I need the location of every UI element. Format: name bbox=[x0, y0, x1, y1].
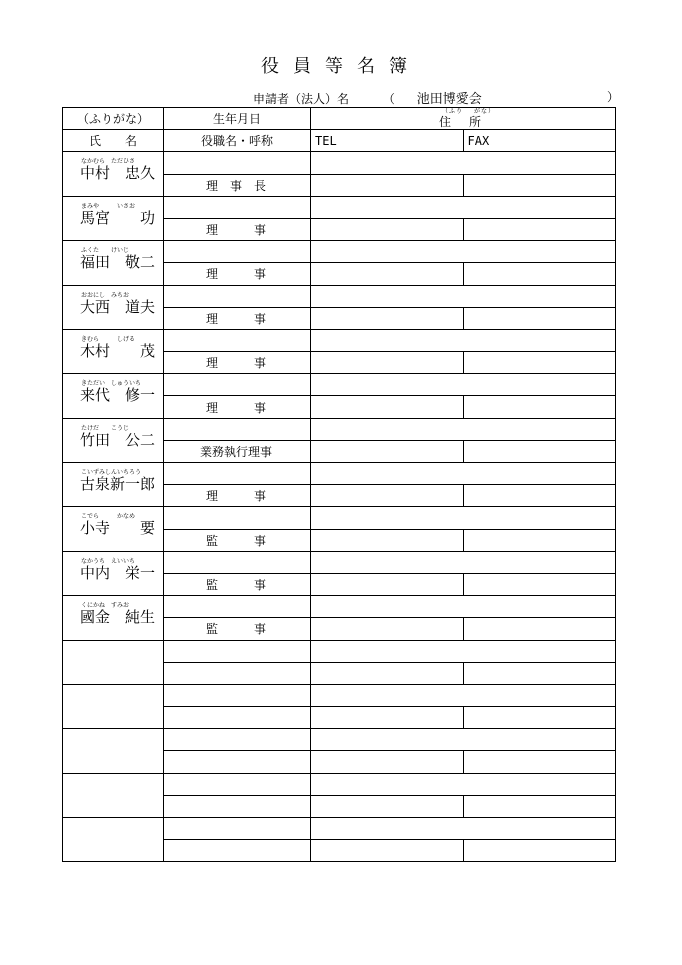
fax-cell bbox=[463, 440, 616, 462]
table-row bbox=[63, 684, 616, 706]
table-row bbox=[63, 418, 616, 440]
member-name-cell bbox=[63, 818, 164, 862]
member-position bbox=[164, 662, 311, 684]
address-cell bbox=[311, 152, 616, 174]
tel-cell bbox=[311, 529, 464, 551]
header-fax: FAX bbox=[463, 130, 616, 152]
member-name: 中内 栄一 bbox=[80, 563, 156, 582]
fax-cell bbox=[463, 174, 616, 196]
member-position: 理 事 bbox=[164, 396, 311, 418]
officer-roster-table bbox=[62, 107, 616, 862]
address-cell bbox=[311, 818, 616, 840]
fax-cell bbox=[463, 218, 616, 240]
header-address-char-2: 所 bbox=[469, 115, 482, 130]
address-cell bbox=[311, 329, 616, 351]
member-name: 中村 忠久 bbox=[80, 164, 156, 183]
fax-cell bbox=[463, 529, 616, 551]
applicant-close-paren: ） bbox=[607, 90, 620, 104]
tel-cell bbox=[311, 307, 464, 329]
tel-cell bbox=[311, 485, 464, 507]
header-position: 役職名・呼称 bbox=[164, 130, 311, 152]
fax-cell bbox=[463, 795, 616, 817]
address-cell bbox=[311, 374, 616, 396]
birth-date-cell bbox=[164, 773, 311, 795]
table-row bbox=[63, 818, 616, 840]
tel-cell bbox=[311, 440, 464, 462]
member-position bbox=[164, 840, 311, 862]
member-name-cell bbox=[63, 196, 164, 240]
birth-date-cell bbox=[164, 241, 311, 263]
member-position: 業務執行理事 bbox=[164, 440, 311, 462]
member-name-cell bbox=[63, 285, 164, 329]
member-furigana: まみや いさお bbox=[81, 202, 136, 210]
table-row bbox=[63, 329, 616, 351]
header-birth-date: 生年月日 bbox=[164, 108, 311, 130]
member-furigana: きただい しゅういち bbox=[81, 380, 142, 388]
table-row bbox=[63, 729, 616, 751]
address-cell bbox=[311, 241, 616, 263]
table-row bbox=[63, 196, 616, 218]
member-name-cell bbox=[63, 418, 164, 462]
member-name: 来代 修一 bbox=[80, 386, 156, 405]
address-cell bbox=[311, 507, 616, 529]
birth-date-cell bbox=[164, 729, 311, 751]
member-name-cell bbox=[63, 463, 164, 507]
address-cell bbox=[311, 418, 616, 440]
member-position: 理 事 bbox=[164, 263, 311, 285]
member-name-cell bbox=[63, 684, 164, 728]
member-furigana: くにかね すみお bbox=[81, 602, 130, 610]
member-name-cell bbox=[63, 152, 164, 196]
header-address-char-1: 住 bbox=[439, 115, 452, 130]
tel-cell bbox=[311, 218, 464, 240]
member-furigana: こでら かなめ bbox=[81, 513, 136, 521]
birth-date-cell bbox=[164, 152, 311, 174]
member-position: 監 事 bbox=[164, 529, 311, 551]
member-furigana: ふくた けいじ bbox=[81, 247, 130, 255]
applicant-line bbox=[253, 88, 620, 107]
table-row bbox=[63, 551, 616, 573]
member-name-cell bbox=[63, 596, 164, 640]
header-address-label bbox=[439, 116, 499, 129]
member-name-cell bbox=[63, 507, 164, 551]
page-title: 役員等名簿 bbox=[261, 56, 421, 77]
member-furigana: おおにし みちお bbox=[81, 291, 130, 299]
member-name-cell bbox=[63, 329, 164, 373]
address-cell bbox=[311, 463, 616, 485]
member-position: 理 事 bbox=[164, 352, 311, 374]
birth-date-cell bbox=[164, 551, 311, 573]
member-position: 理 事 bbox=[164, 218, 311, 240]
member-name: 國金 純生 bbox=[80, 608, 156, 627]
birth-date-cell bbox=[164, 507, 311, 529]
member-furigana: こいずみしんいちろう bbox=[81, 469, 142, 476]
header-furigana: （ふりがな） bbox=[63, 108, 164, 130]
member-position: 理 事 長 bbox=[164, 174, 311, 196]
address-cell bbox=[311, 640, 616, 662]
table-row bbox=[63, 285, 616, 307]
tel-cell bbox=[311, 618, 464, 640]
member-name-cell bbox=[63, 241, 164, 285]
fax-cell bbox=[463, 396, 616, 418]
table-row bbox=[63, 596, 616, 618]
address-cell bbox=[311, 684, 616, 706]
member-furigana: たけだ こうじ bbox=[81, 424, 130, 432]
birth-date-cell bbox=[164, 596, 311, 618]
applicant-organization: 池田博愛会 bbox=[416, 92, 482, 107]
header-address-ruby bbox=[442, 108, 506, 115]
tel-cell bbox=[311, 352, 464, 374]
fax-cell bbox=[463, 840, 616, 862]
tel-cell bbox=[311, 174, 464, 196]
tel-cell bbox=[311, 662, 464, 684]
member-position: 監 事 bbox=[164, 618, 311, 640]
member-name: 小寺 要 bbox=[80, 519, 156, 538]
table-row bbox=[63, 152, 616, 174]
fax-cell bbox=[463, 485, 616, 507]
address-cell bbox=[311, 773, 616, 795]
birth-date-cell bbox=[164, 463, 311, 485]
tel-cell bbox=[311, 840, 464, 862]
address-cell bbox=[311, 551, 616, 573]
member-furigana: なかうち えいいち bbox=[81, 557, 136, 565]
member-position bbox=[164, 751, 311, 773]
member-name-cell bbox=[63, 773, 164, 817]
member-furigana: きむら しげる bbox=[81, 335, 136, 343]
member-name: 竹田 公二 bbox=[80, 430, 156, 449]
table-row bbox=[63, 507, 616, 529]
member-name: 古泉新一郎 bbox=[80, 475, 156, 493]
birth-date-cell bbox=[164, 418, 311, 440]
fax-cell bbox=[463, 751, 616, 773]
birth-date-cell bbox=[164, 818, 311, 840]
birth-date-cell bbox=[164, 374, 311, 396]
tel-cell bbox=[311, 795, 464, 817]
table-row bbox=[63, 463, 616, 485]
header-address-ruby-1: （ふり bbox=[442, 108, 464, 116]
fax-cell bbox=[463, 662, 616, 684]
member-name: 大西 道夫 bbox=[80, 297, 156, 316]
table-row bbox=[63, 773, 616, 795]
member-name-cell bbox=[63, 640, 164, 684]
fax-cell bbox=[463, 573, 616, 595]
address-cell bbox=[311, 596, 616, 618]
header-row-2 bbox=[63, 130, 616, 152]
table-row bbox=[63, 374, 616, 396]
birth-date-cell bbox=[164, 285, 311, 307]
header-address-ruby-2: がな） bbox=[474, 108, 496, 116]
member-name-cell bbox=[63, 551, 164, 595]
fax-cell bbox=[463, 307, 616, 329]
member-position bbox=[164, 795, 311, 817]
tel-cell bbox=[311, 707, 464, 729]
member-name: 福田 敬二 bbox=[80, 253, 156, 272]
birth-date-cell bbox=[164, 329, 311, 351]
address-cell bbox=[311, 196, 616, 218]
member-name: 木村 茂 bbox=[80, 341, 156, 360]
member-name-cell bbox=[63, 374, 164, 418]
birth-date-cell bbox=[164, 196, 311, 218]
member-position: 監 事 bbox=[164, 573, 311, 595]
member-name-cell bbox=[63, 729, 164, 773]
member-furigana: なかむら ただひさ bbox=[81, 158, 136, 166]
member-position bbox=[164, 707, 311, 729]
address-cell bbox=[311, 729, 616, 751]
fax-cell bbox=[463, 263, 616, 285]
address-cell bbox=[311, 285, 616, 307]
applicant-open-paren: （ bbox=[382, 92, 395, 106]
applicant-label: 申請者（法人）名 bbox=[253, 92, 350, 106]
member-position: 理 事 bbox=[164, 307, 311, 329]
tel-cell bbox=[311, 751, 464, 773]
table-row bbox=[63, 640, 616, 662]
tel-cell bbox=[311, 396, 464, 418]
fax-cell bbox=[463, 618, 616, 640]
tel-cell bbox=[311, 573, 464, 595]
header-tel: TEL bbox=[311, 130, 464, 152]
header-row-1 bbox=[63, 108, 616, 130]
table-row bbox=[63, 241, 616, 263]
birth-date-cell bbox=[164, 640, 311, 662]
birth-date-cell bbox=[164, 684, 311, 706]
fax-cell bbox=[463, 707, 616, 729]
header-address bbox=[311, 108, 616, 130]
tel-cell bbox=[311, 263, 464, 285]
member-position: 理 事 bbox=[164, 485, 311, 507]
member-name: 馬宮 功 bbox=[80, 208, 156, 227]
header-name: 氏 名 bbox=[63, 130, 164, 152]
fax-cell bbox=[463, 352, 616, 374]
